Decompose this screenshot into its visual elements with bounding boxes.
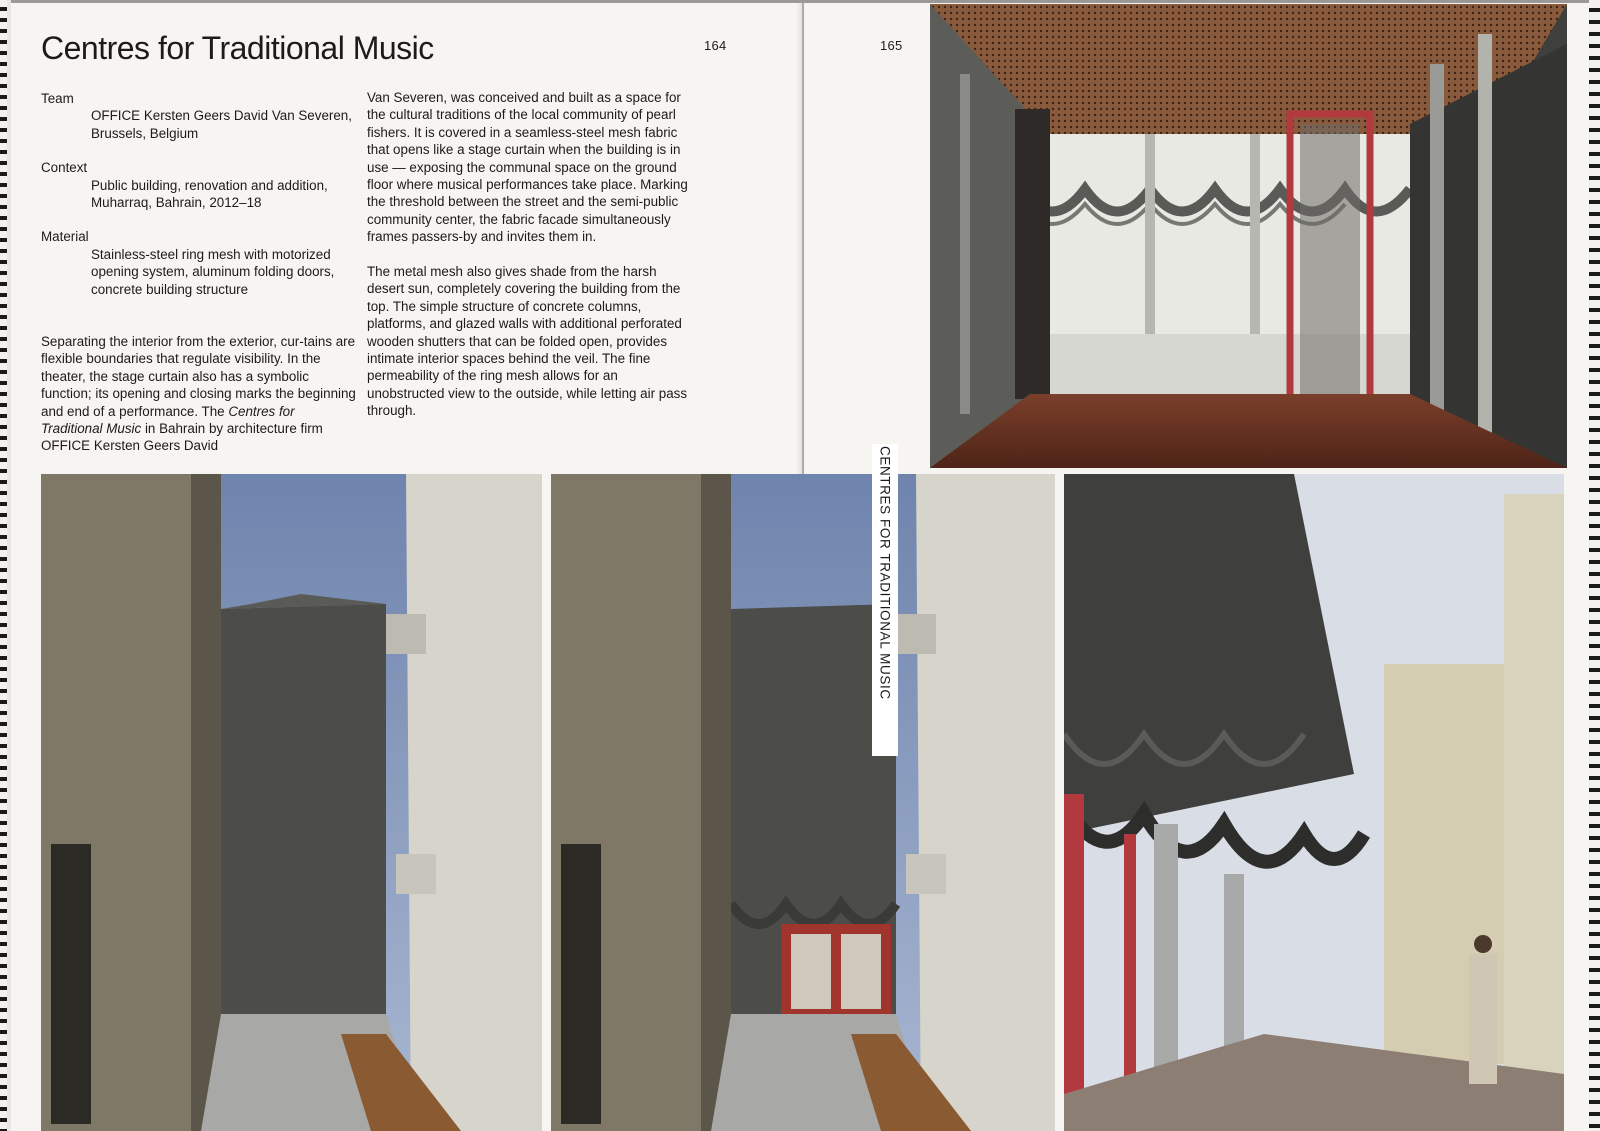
credit-team [41,90,356,142]
team-value: OFFICE Kersten Geers David Van Severen, Brussels, Belgium [91,108,352,141]
intro-text-start: Separating the interior from the exterior, cur-tains are flexible boundaries that regulate visibility. In the theater, the stage curtain also has a symbolic function; its opening and closing marks the beginning and end of a performance. The [41,334,356,419]
photo-street-curtain-opening [551,474,1055,1131]
mesh-paragraph: The metal mesh also gives shade from the harsh desert sun, completely covering the building from the top. The simple structure of concrete columns, platforms, and glazed walls with additional perforated wooden shutters that can be folded open, provides intimate interior spaces behind the veil. The fine permeability of the ring mesh allows for an unobstructed view to the outside, while letting air pass through. [367,264,688,419]
photo-interior-hall [930,4,1567,468]
material-value: Stainless-steel ring mesh with motorized opening system, aluminum folding doors, concrete building structure [91,246,335,297]
intro-text-end: in Bahrain by architecture firm OFFICE Kersten Geers David [41,421,323,454]
photo-draped-curtain [1064,474,1564,1131]
credit-material [41,228,356,298]
left-page-edge [0,0,11,1131]
running-head-text: CENTRES FOR TRADITIONAL MUSIC [877,446,893,700]
running-head-tab [872,444,898,756]
material-label: Material [41,229,89,245]
context-value: Public building, renovation and addition, Muharraq, Bahrain, 2012–18 [91,177,328,211]
body-column-right [367,89,695,420]
page-number-left: 164 [704,38,727,53]
right-page-edge [1589,0,1600,1131]
team-label: Team [41,91,74,106]
project-name-italic: Centres for Traditional Music [41,403,295,437]
intro-paragraph-continued: Van Severen, was conceived and built as a space for the cultural traditions of the local community of pearl fishers. It is covered in a seamless-steel mesh fabric that opens like a stage curtain when the building is in use — exposing the communal space on the ground floor where musical performances take place. Marking the threshold between the street and the semi-public community center, the fabric facade simultaneously frames passers-by and invites them in. [367,90,688,245]
project-credits [41,90,356,315]
page-title: Centres for Traditional Music [41,30,434,66]
intro-paragraph [41,333,356,455]
body-column-left [41,333,356,455]
page-number-right: 165 [880,38,903,53]
photo-street-curtain-closed [41,474,542,1131]
context-label: Context [41,160,88,176]
credit-context [41,159,356,211]
